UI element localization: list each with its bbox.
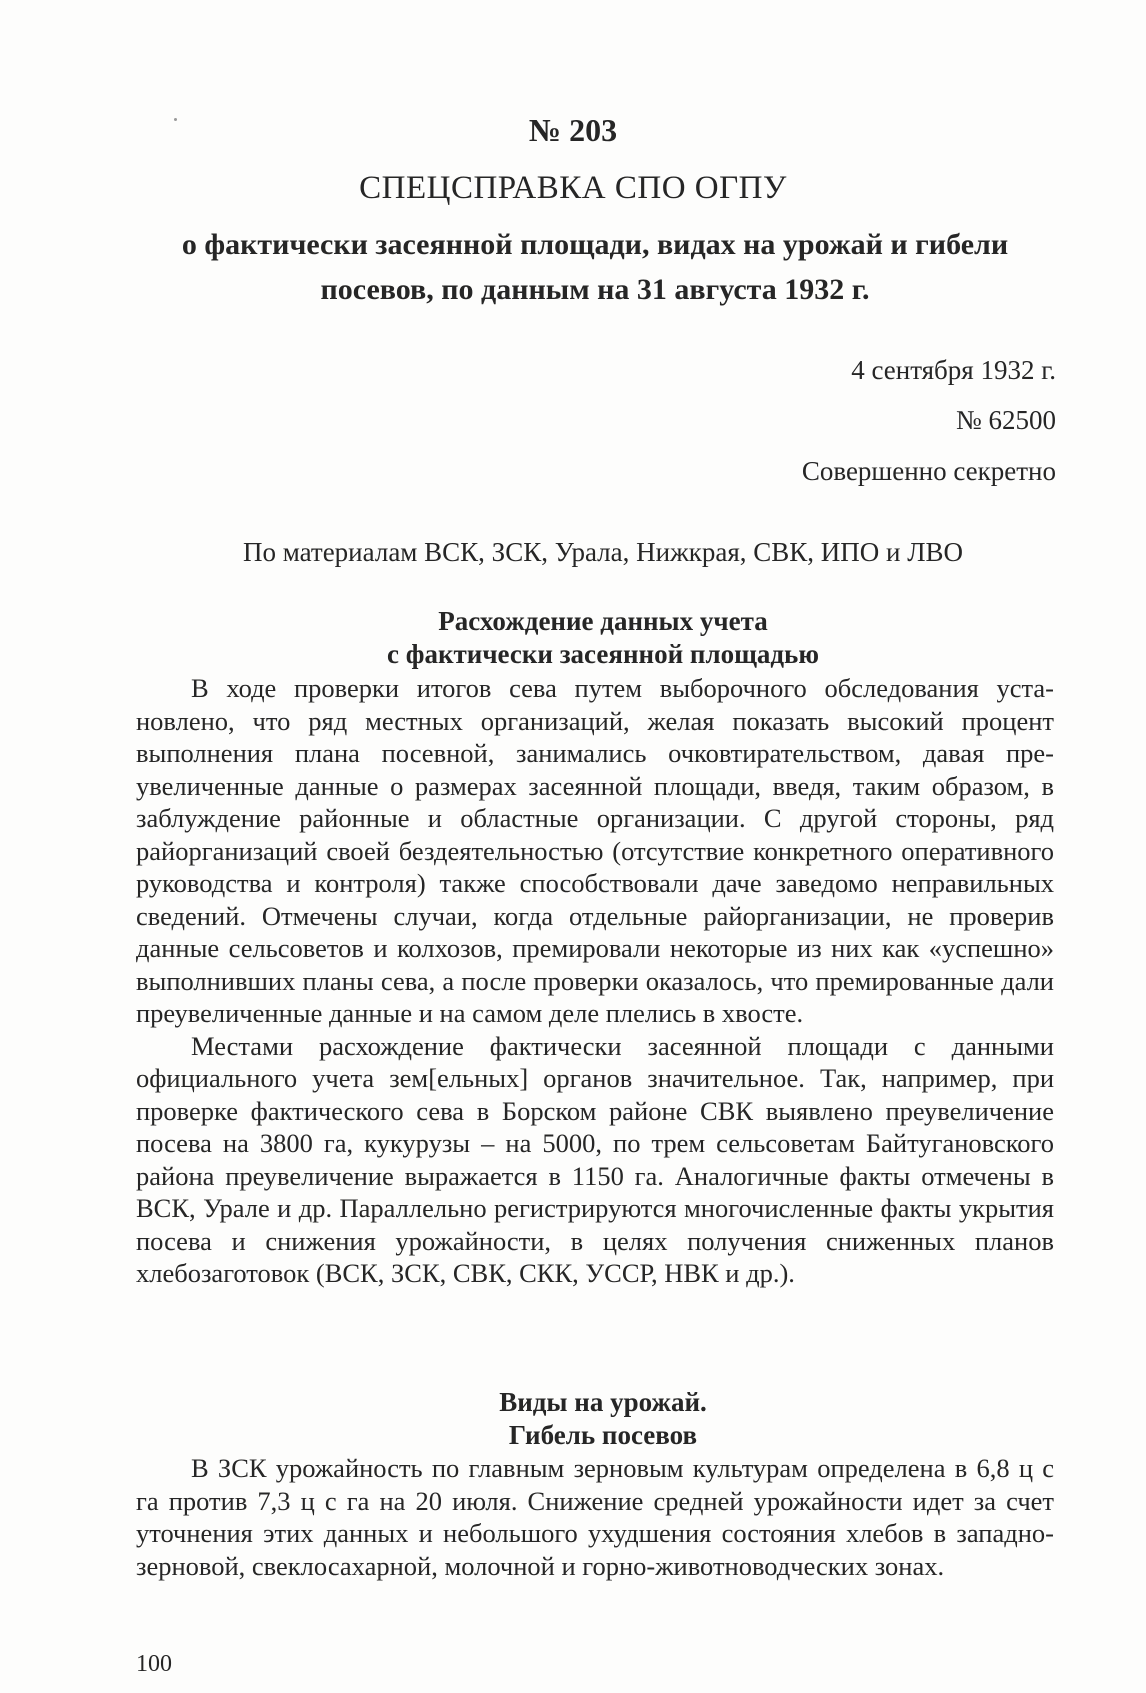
section-body-harvest: [136, 1452, 1054, 1582]
section-heading-line: с фактически засеянной площадью: [387, 639, 819, 669]
paragraph: Местами расхождение фактически засеянной площади с данными официального учета зем[ельных] органов значительное. Так, например, при проверке фактического сева в Борском районе СВК выявлено преувеличение посева на 3800 га, кукурузы – на 5000, по трем сельсоветам Байтугановского района преувеличение выражается в 1150 га. Аналогичные факты отмечены в ВСК, Урале и др. Параллельно регистрируются многочисленные факты укрытия посева и снижения урожайности, в целях получения сниженных планов хлебозаготовок (ВСК, ЗСК, СВК, СКК, УССР, НВК и др.).: [136, 1030, 1054, 1288]
sources-line: По материалам ВСК, ЗСК, Урала, Нижкрая, СВК, ИПО и ЛВО: [242, 537, 964, 567]
section-heading-line: Гибель посевов: [508, 1420, 698, 1450]
section-heading-discrepancy: [0, 605, 1146, 671]
document-number: № 203: [528, 112, 618, 148]
registration-number: № 62500: [955, 405, 1056, 435]
document-subtitle: о фактически засеянной площади, видах на урожай и гибели посевов, по данным на 31 августа 1932 г.: [181, 228, 1009, 306]
paragraph: В ходе проверки итогов сева путем выборочного обследования установлено, что ряд местных организаций, желая показать высокий процент выполнения плана посевной, занимались очковтирательством, давая преувеличенные данные о размерах засеянной площади, введя, таким образом, в заблуждение районные и областные организации. С другой стороны, ряд райорганизаций своей бездеятельностью (отсутствие конкретного оперативного руководства и контроля) также способствовали даче заведомо неправильных сведений. Отмечены случаи, когда отдельные райорганизации, не проверив данные сельсоветов и колхозов, премировали некоторые из них как «успешно» выполнивших планы сева, а после проверки оказалось, что премированные дали преувеличенные данные и на самом деле плелись в хвосте.: [136, 673, 1054, 1028]
document-date: 4 сентября 1932 г.: [851, 355, 1056, 385]
section-heading-line: Виды на урожай.: [499, 1387, 707, 1417]
page-number: 100: [136, 1651, 172, 1677]
section-body-discrepancy: [136, 672, 1054, 1290]
section-heading-line: Расхождение данных учета: [438, 606, 768, 636]
document-type: СПЕЦСПРАВКА СПО ОГПУ: [359, 170, 787, 206]
classification-stamp: Совершенно секретно: [801, 456, 1056, 486]
section-heading-harvest: [0, 1386, 1146, 1452]
paragraph: В ЗСК урожайность по главным зерновым культурам определена в 6,8 ц с га против 7,3 ц с га на 20 июля. Снижение средней урожайности идет за счет уточнения этих данных и небольшого ухудшения состояния хлебов в западно-зерновой, свеклосахарной, молочной и горно-животноводческих зонах.: [136, 1453, 1054, 1581]
